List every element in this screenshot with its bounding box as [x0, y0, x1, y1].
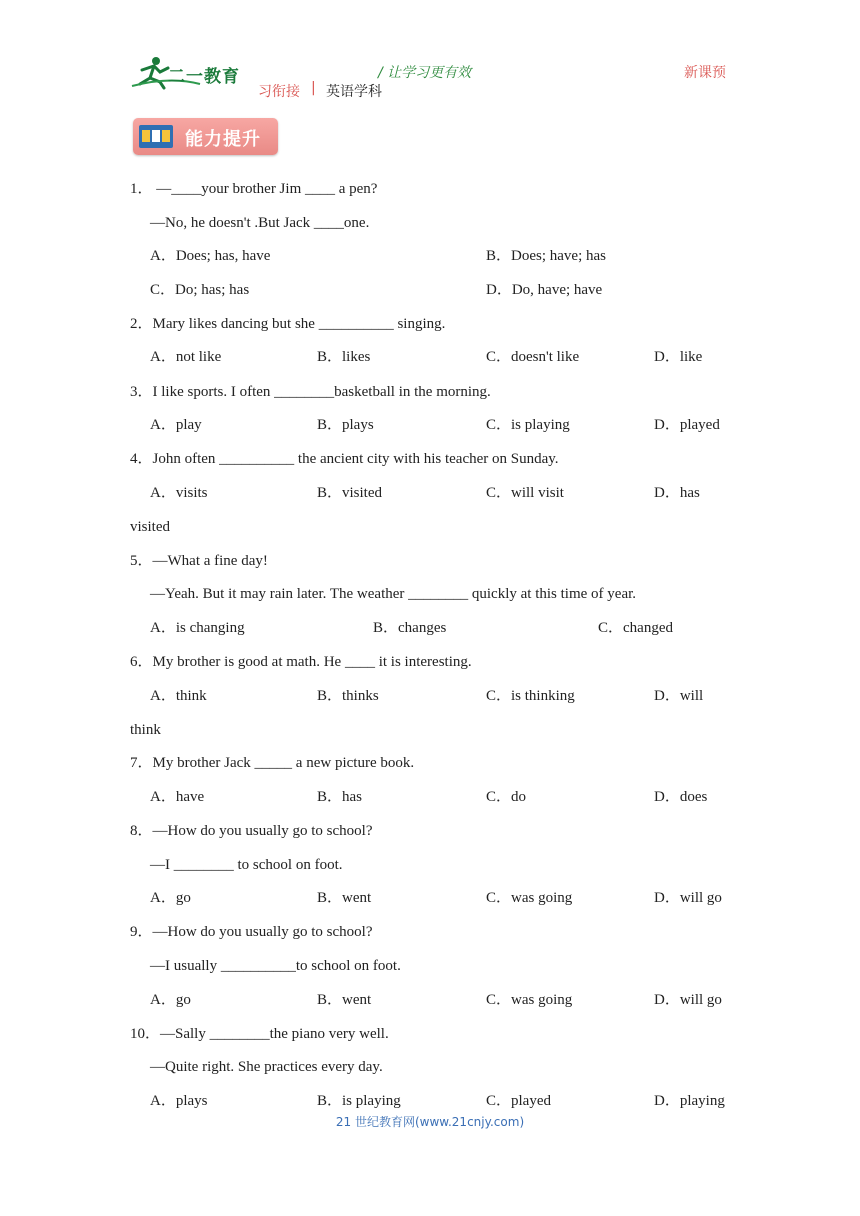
option: A．play — [150, 417, 202, 433]
option: C．was going — [486, 992, 573, 1008]
question-stem: 1． —____your brother Jim ____ a pen? — [130, 181, 378, 197]
question-stem: 3．I like sports. I often ________basketball in the morning. — [130, 384, 491, 400]
option: A．think — [150, 688, 207, 704]
option: D．Do, have; have — [486, 282, 603, 298]
option: D．played — [654, 417, 720, 433]
option: D．like — [654, 349, 703, 365]
question-stem: 2．Mary likes dancing but she __________ singing. — [130, 316, 446, 332]
question-line: —Yeah. But it may rain later. The weather ________ quickly at this time of year. — [150, 586, 637, 602]
header-separator: | — [311, 80, 316, 96]
option: D．playing — [654, 1093, 725, 1109]
page-footer: 21 世纪教育网(www.21cnjy.com) — [335, 1115, 525, 1129]
option: A．have — [150, 789, 205, 805]
option: C．doesn't like — [486, 349, 580, 365]
question-line: —I ________ to school on foot. — [150, 857, 343, 873]
page-header — [0, 0, 860, 110]
option: C．changed — [598, 620, 673, 636]
option: A．plays — [150, 1093, 208, 1109]
option: B．Does; have; has — [486, 248, 606, 264]
option: A．go — [150, 890, 191, 906]
option: C．is thinking — [486, 688, 575, 704]
option-wrap: think — [130, 722, 161, 738]
option: A．Does; has, have — [150, 248, 271, 264]
header-slogan: / 让学习更有效 — [378, 65, 472, 81]
question-line: —I usually __________to school on foot. — [150, 958, 401, 974]
question-stem: 7．My brother Jack _____ a new picture book. — [130, 755, 415, 771]
question-line: —Quite right. She practices every day. — [150, 1059, 383, 1075]
option: C．was going — [486, 890, 573, 906]
section-title: 能力提升 — [185, 129, 261, 150]
option: A．is changing — [150, 620, 245, 636]
option: C．Do; has; has — [150, 282, 250, 298]
question-stem: 6．My brother is good at math. He ____ it is interesting. — [130, 654, 472, 670]
question-line: —No, he doesn't .But Jack ____one. — [150, 215, 370, 231]
option-wrap: visited — [130, 519, 170, 535]
option: B．plays — [317, 417, 374, 433]
option: B．changes — [373, 620, 447, 636]
option: D．will — [654, 688, 704, 704]
option: D．will go — [654, 992, 722, 1008]
option: A．visits — [150, 485, 208, 501]
option: B．thinks — [317, 688, 379, 704]
header-subject: 英语学科 — [326, 84, 382, 100]
question-stem: 8．—How do you usually go to school? — [130, 823, 373, 839]
option: D．will go — [654, 890, 722, 906]
option: B．visited — [317, 485, 383, 501]
section-badge — [133, 118, 278, 155]
option: C．do — [486, 789, 527, 805]
option: D．has — [654, 485, 700, 501]
question-stem: 10．—Sally ________the piano very well. — [130, 1026, 389, 1042]
option: A．go — [150, 992, 191, 1008]
question-stem: 4．John often __________ the ancient city with his teacher on Sunday. — [130, 451, 559, 467]
option: B．is playing — [317, 1093, 401, 1109]
question-stem: 5．—What a fine day! — [130, 553, 268, 569]
option: A．not like — [150, 349, 222, 365]
option: B．likes — [317, 349, 371, 365]
option: C．played — [486, 1093, 551, 1109]
logo-text: 二一教育 — [168, 67, 240, 87]
option: D．does — [654, 789, 708, 805]
question-stem: 9．—How do you usually go to school? — [130, 924, 373, 940]
header-sub-left: 习衔接 — [258, 84, 300, 100]
option: B．has — [317, 789, 363, 805]
header-top-right: 新课预 — [684, 65, 726, 81]
option: B．went — [317, 992, 372, 1008]
option: C．is playing — [486, 417, 570, 433]
option: C．will visit — [486, 485, 564, 501]
option: B．went — [317, 890, 372, 906]
people-icon — [139, 125, 173, 148]
